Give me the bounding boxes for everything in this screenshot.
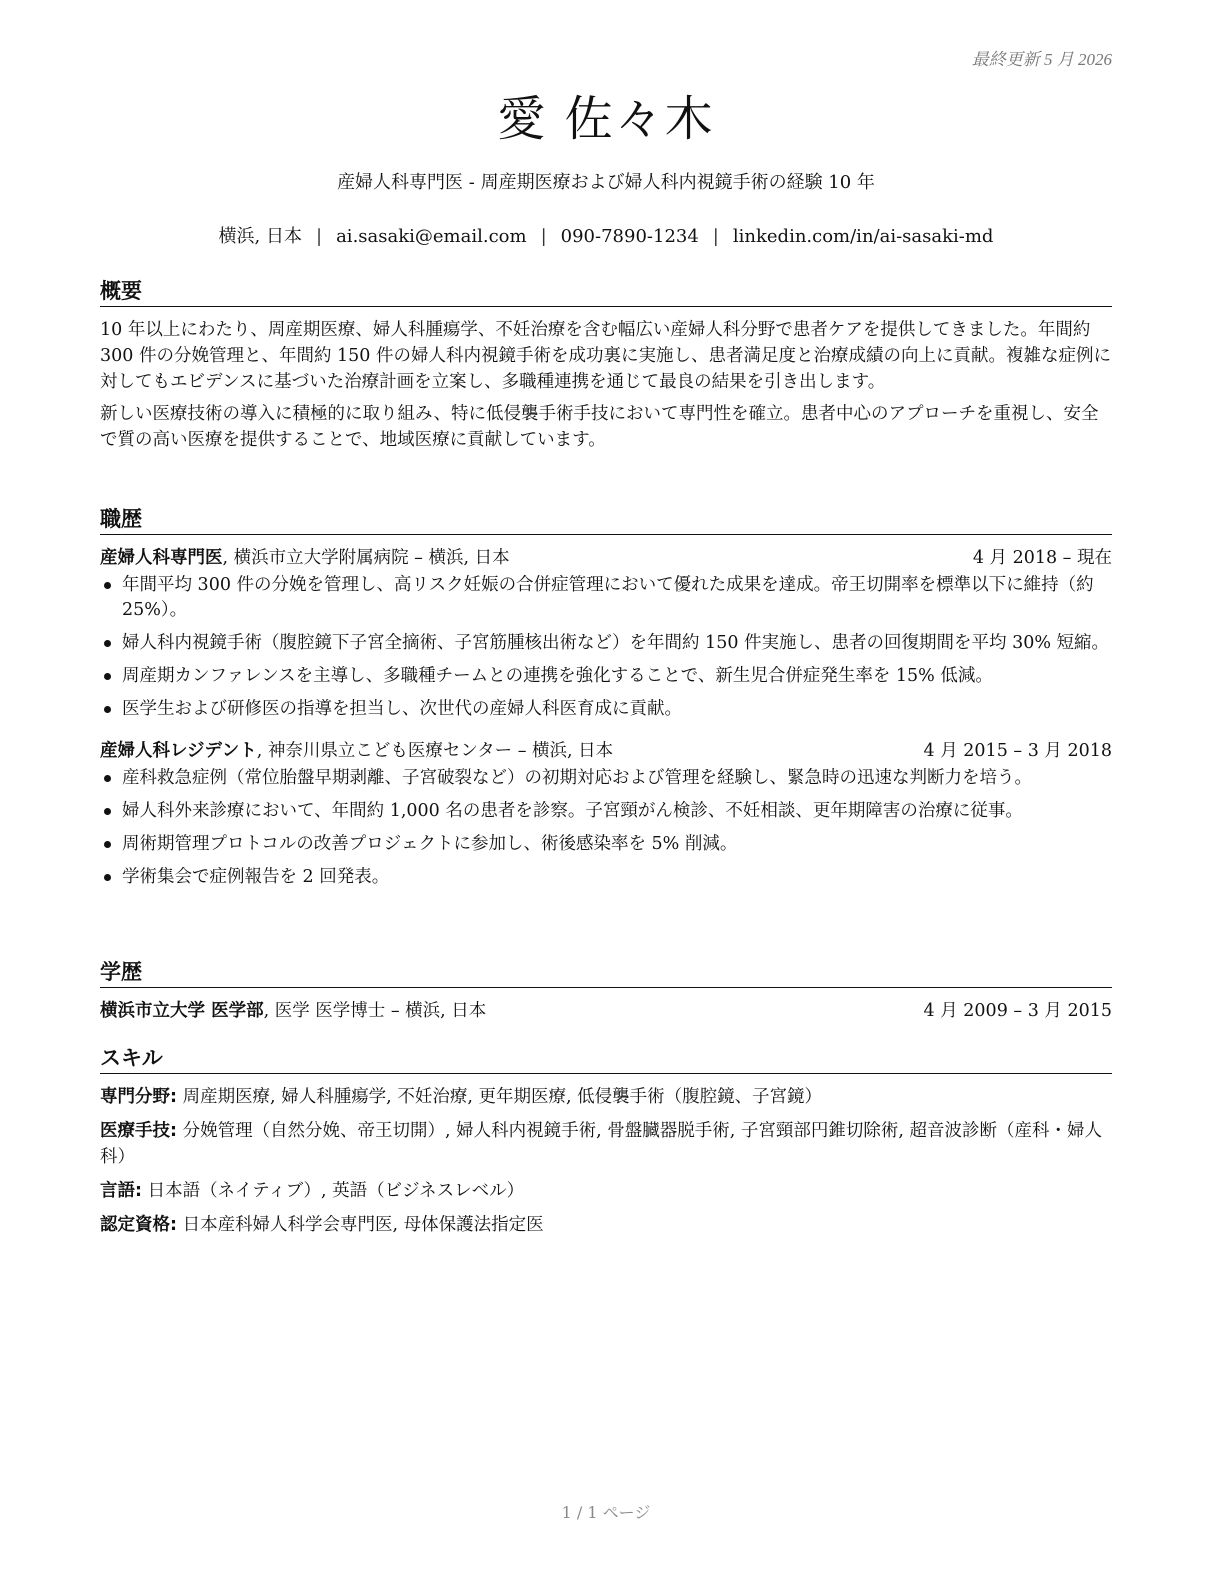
page-number: 1 / 1 ページ [561,1503,651,1522]
skills-section [100,1044,1112,1246]
education-school: 横浜市立大学 医学部 [100,1001,264,1021]
education-entry [100,998,1112,1024]
contact-email[interactable]: ai.sasaki@email.com [336,226,527,247]
education-section [100,958,1112,1024]
job-bullets [100,766,1112,890]
job-role-org [100,738,613,764]
job-role: 産婦人科専門医 [100,548,223,568]
skill-row-languages [100,1178,1112,1204]
skill-value: 分娩管理（自然分娩、帝王切開）, 婦人科内視鏡手術, 骨盤臓器脱手術, 子宮頸部円錐切除術, 超音波診断（産科・婦人科） [100,1121,1103,1167]
skill-label: 言語: [100,1181,142,1201]
contact-separator: | [712,226,719,247]
headline: 産婦人科専門医 - 周産期医療および婦人科内視鏡手術の経験 10 年 [337,172,875,193]
job-entry [100,738,1112,890]
skill-row-specialty [100,1084,1112,1110]
education-school-detail [100,998,486,1024]
job-header [100,545,1112,571]
job-dates: 4 月 2015 – 3 月 2018 [923,741,1112,761]
list-item: 周術期管理プロトコルの改善プロジェクトに参加し、術後感染率を 5% 削減。 [100,832,1112,857]
summary-section [100,277,1112,459]
skill-value: 日本産科婦人科学会専門医, 母体保護法指定医 [177,1215,544,1235]
list-item: 医学生および研修医の指導を担当し、次世代の産婦人科医育成に貢献。 [100,697,1112,722]
contact-location: 横浜, 日本 [218,226,302,247]
contact-phone[interactable]: 090-7890-1234 [560,226,699,247]
job-entry [100,545,1112,722]
job-org: , 横浜市立大学附属病院 – 横浜, 日本 [222,548,510,568]
job-header [100,738,1112,764]
education-detail: , 医学 医学博士 – 横浜, 日本 [263,1001,487,1021]
list-item: 産科救急症例（常位胎盤早期剥離、子宮破裂など）の初期対応および管理を経験し、緊急時の迅速な判断力を培う。 [100,766,1112,791]
skills-title: スキル [100,1044,1112,1074]
candidate-name: 愛 佐々木 [497,91,715,147]
skill-label: 専門分野: [100,1087,177,1107]
job-org: , 神奈川県立こども医療センター – 横浜, 日本 [256,741,614,761]
skill-value: 周産期医療, 婦人科腫瘍学, 不妊治療, 更年期医療, 低侵襲手術（腹腔鏡、子宮鏡） [177,1087,823,1107]
experience-title: 職歴 [100,505,1112,535]
job-dates: 4 月 2018 – 現在 [972,548,1112,568]
skill-value: 日本語（ネイティブ）, 英語（ビジネスレベル） [142,1181,525,1201]
last-updated: 最終更新 5 月 2026 [971,50,1112,69]
education-dates: 4 月 2009 – 3 月 2015 [923,1001,1112,1021]
job-bullets [100,573,1112,722]
job-role: 産婦人科レジデント [100,741,257,761]
skill-label: 認定資格: [100,1215,177,1235]
summary-paragraph: 新しい医療技術の導入に積極的に取り組み、特に低侵襲手術手技において専門性を確立。患者中心のアプローチを重視し、安全で質の高い医療を提供することで、地域医療に貢献しています。 [100,404,1099,450]
list-item: 学術集会で症例報告を 2 回発表。 [100,865,1112,890]
contact-separator: | [316,226,323,247]
experience-section [100,505,1112,898]
list-item: 周産期カンファレンスを主導し、多職種チームとの連携を強化することで、新生児合併症発生率を 15% 低減。 [100,664,1112,689]
summary-title: 概要 [100,277,1112,307]
contact-separator: | [540,226,547,247]
education-title: 学歴 [100,958,1112,988]
skill-row-certifications [100,1212,1112,1238]
skill-row-procedures [100,1118,1112,1170]
list-item: 婦人科外来診療において、年間約 1,000 名の患者を診察。子宮頸がん検診、不妊相談、更年期障害の治療に従事。 [100,799,1112,824]
summary-paragraph: 10 年以上にわたり、周産期医療、婦人科腫瘍学、不妊治療を含む幅広い産婦人科分野で患者ケアを提供してきました。年間約 300 件の分娩管理と、年間約 150 件の婦人科内視鏡手術を成功裏に実施し、患者満足度と治療成績の向上に貢献。複雑な症例に対してもエビデンスに基づいた治療計画を立案し、多職種連携を通じて最良の結果を引き出します。 [100,320,1111,392]
list-item: 年間平均 300 件の分娩を管理し、高リスク妊娠の合併症管理において優れた成果を達成。帝王切開率を標準以下に維持（約 25%）。 [100,573,1112,623]
contact-linkedin[interactable]: linkedin.com/in/ai-sasaki-md [732,226,994,247]
contact-line [100,224,1112,250]
resume-page [100,0,1112,1584]
skill-label: 医療手技: [100,1121,177,1141]
list-item: 婦人科内視鏡手術（腹腔鏡下子宮全摘術、子宮筋腫核出術など）を年間約 150 件実施し、患者の回復期間を平均 30% 短縮。 [100,631,1112,656]
job-role-org [100,545,510,571]
